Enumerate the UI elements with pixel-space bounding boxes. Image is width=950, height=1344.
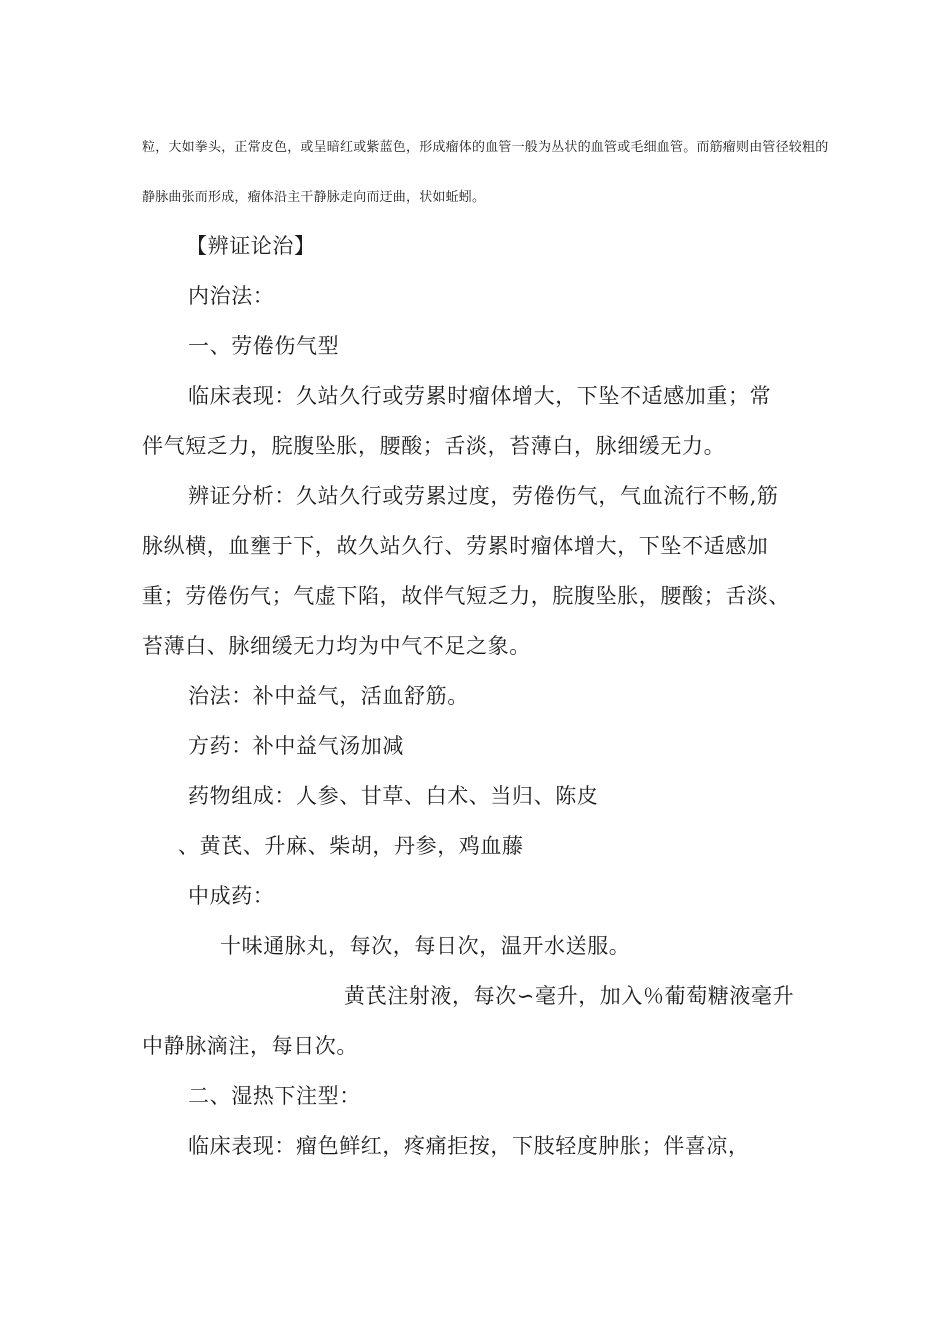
type1-analysis-line-3: 重；劳倦伤气；气虚下陷，故伴气短乏力，脘腹坠胀，腰酸；舌淡、 — [142, 584, 790, 608]
type1-title: 一、劳倦伤气型 — [188, 334, 340, 358]
type1-clinical-line-1: 临床表现：久站久行或劳累时瘤体增大，下坠不适感加重；常 — [188, 384, 772, 408]
type1-composition-line-1: 药物组成：人参、甘草、白术、当归、陈皮 — [188, 784, 599, 808]
intro-line-1: 粒，大如拳头，正常皮色，或呈暗红或紫蓝色，形成瘤体的血管一般为丛状的血管或毛细血管。而筋瘤则由管径较粗的 — [142, 140, 829, 155]
type1-patent-label: 中成药： — [188, 884, 275, 908]
type1-patent-2-line-1: 黄芪注射液，每次∽毫升，加入％葡萄糖液毫升 — [344, 984, 795, 1008]
type2-title: 二、湿热下注型： — [188, 1084, 361, 1108]
intro-line-2: 静脉曲张而形成，瘤体沿主干静脉走向而迂曲，状如蚯蚓。 — [142, 190, 486, 205]
type1-treatment: 治法：补中益气，活血舒筋。 — [188, 684, 469, 708]
internal-treatment-label: 内治法： — [188, 284, 275, 308]
type1-clinical-line-2: 伴气短乏力，脘腹坠胀，腰酸；舌淡，苔薄白，脉细缓无力。 — [142, 434, 726, 458]
type1-analysis-line-2: 脉纵横，血壅于下，故久站久行、劳累时瘤体增大，下坠不适感加 — [142, 534, 769, 558]
type1-formula: 方药：补中益气汤加减 — [188, 734, 404, 758]
section-heading: 【辨证论治】 — [186, 234, 316, 258]
type1-patent-1: 十味通脉丸，每次，每日次，温开水送服。 — [220, 934, 631, 958]
type1-composition-line-2: 、黄芪、升麻、柴胡，丹参，鸡血藤 — [178, 834, 524, 858]
type1-analysis-line-4: 苔薄白、脉细缓无力均为中气不足之象。 — [142, 634, 531, 658]
type2-clinical-line-1: 临床表现：瘤色鲜红，疼痛拒按，下肢轻度肿胀；伴喜凉， — [188, 1134, 750, 1158]
type1-analysis-line-1: 辨证分析：久站久行或劳累过度，劳倦伤气，气血流行不畅,筋 — [188, 484, 779, 508]
type1-patent-2-line-2: 中静脉滴注，每日次。 — [142, 1034, 358, 1058]
